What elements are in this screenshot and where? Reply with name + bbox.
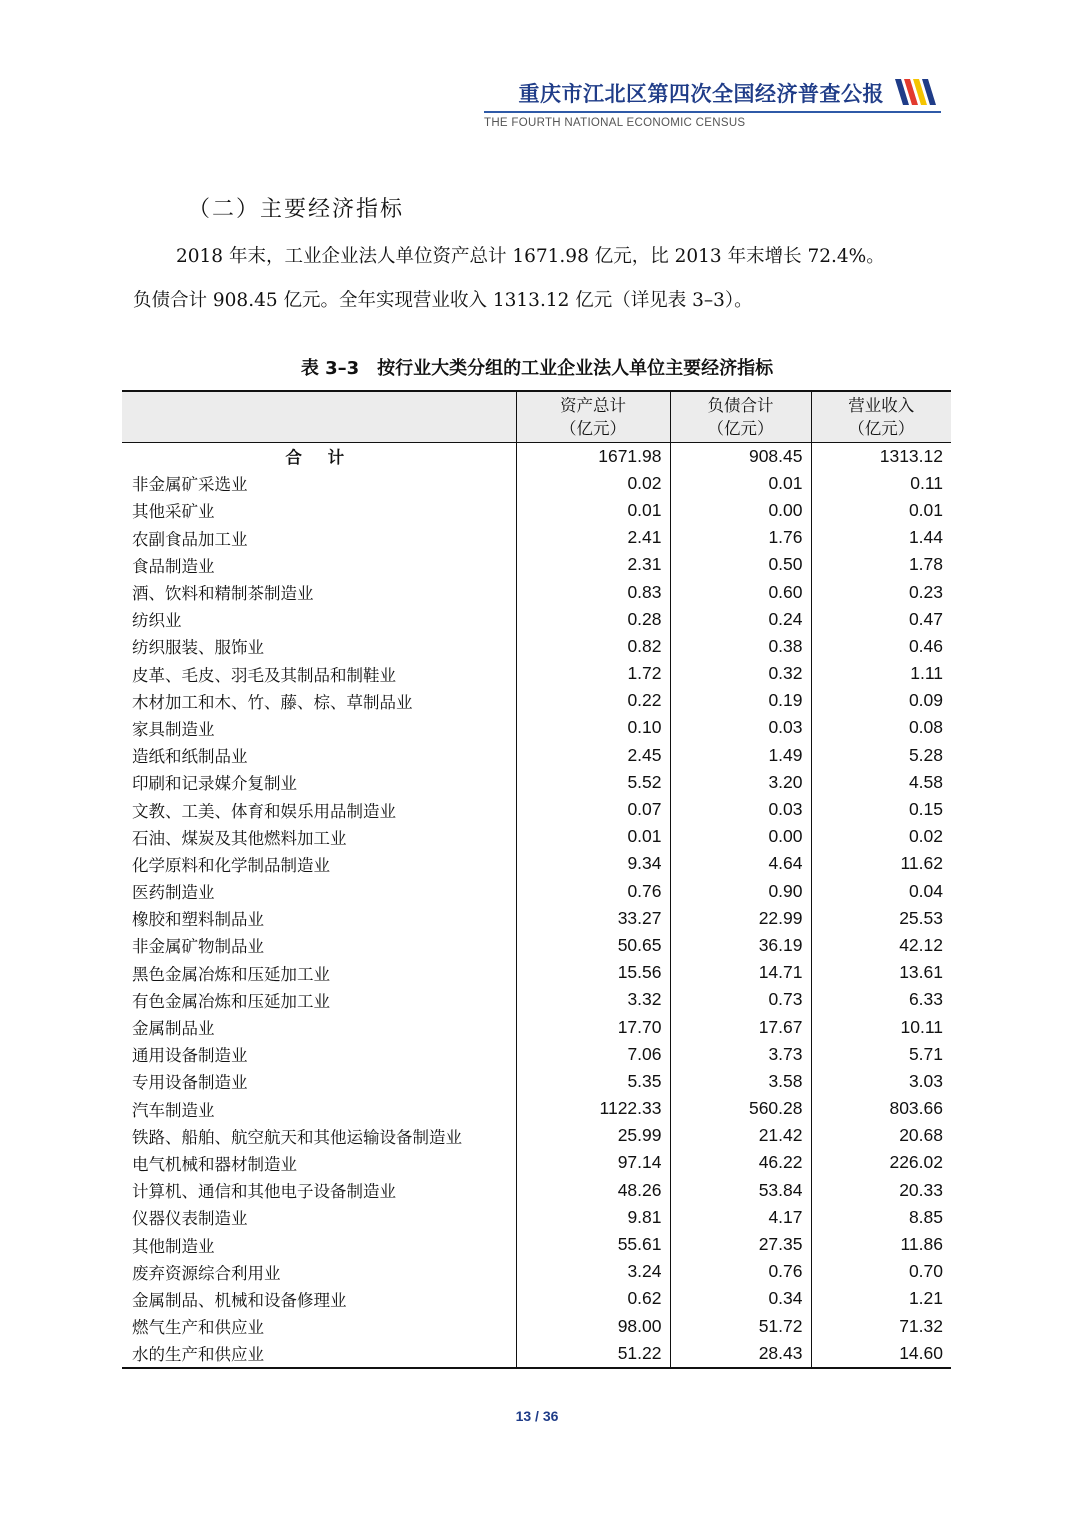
- assets-cell: 25.99: [516, 1122, 670, 1149]
- industry-name: 汽车制造业: [132, 1100, 215, 1120]
- liabilities-cell: 28.43: [670, 1340, 811, 1368]
- revenue-cell: 5.28: [811, 742, 951, 769]
- revenue-cell: 11.86: [811, 1231, 951, 1258]
- assets-cell: 97.14: [516, 1149, 670, 1176]
- assets-cell: 0.01: [516, 823, 670, 850]
- table-row: [122, 769, 951, 796]
- revenue-cell: 0.23: [811, 578, 951, 605]
- table-row: [122, 850, 951, 877]
- assets-cell: 48.26: [516, 1177, 670, 1204]
- liabilities-cell: 0.03: [670, 714, 811, 741]
- assets-cell: 0.28: [516, 606, 670, 633]
- liabilities-cell: 0.90: [670, 878, 811, 905]
- liabilities-cell: 0.00: [670, 497, 811, 524]
- revenue-cell: 0.01: [811, 497, 951, 524]
- table-row: [122, 524, 951, 551]
- table-row: [122, 551, 951, 578]
- total-assets: 1671.98: [516, 442, 670, 470]
- revenue-cell: 0.70: [811, 1258, 951, 1285]
- industry-name: 橡胶和塑料制品业: [132, 910, 264, 930]
- industry-name: 金属制品、机械和设备修理业: [132, 1290, 347, 1310]
- liabilities-cell: 0.38: [670, 633, 811, 660]
- industry-name: 农副食品加工业: [132, 529, 248, 549]
- header-revenue-title: 营业收入: [848, 395, 915, 415]
- revenue-cell: 1.44: [811, 524, 951, 551]
- liabilities-cell: 0.76: [670, 1258, 811, 1285]
- revenue-cell: 0.11: [811, 470, 951, 497]
- liabilities-cell: 46.22: [670, 1149, 811, 1176]
- page-number: 13 / 36: [515, 1408, 559, 1424]
- header-liabilities-unit: （亿元）: [707, 418, 774, 438]
- total-liabilities: 908.45: [670, 442, 811, 470]
- assets-cell: 3.32: [516, 986, 670, 1013]
- industry-name: 文教、工美、体育和娱乐用品制造业: [132, 801, 396, 821]
- revenue-cell: 3.03: [811, 1068, 951, 1095]
- section-heading: （二）主要经济指标: [188, 197, 405, 222]
- revenue-cell: 1.21: [811, 1285, 951, 1312]
- revenue-cell: 5.71: [811, 1041, 951, 1068]
- header-subtitle: THE FOURTH NATIONAL ECONOMIC CENSUS: [484, 117, 746, 129]
- liabilities-cell: 3.73: [670, 1041, 811, 1068]
- industry-name: 金属制品业: [132, 1019, 215, 1039]
- assets-cell: 0.76: [516, 878, 670, 905]
- industry-name: 燃气生产和供应业: [132, 1318, 264, 1338]
- header-rule: [484, 111, 941, 113]
- industry-name: 酒、饮料和精制茶制造业: [132, 584, 314, 604]
- liabilities-cell: 0.73: [670, 986, 811, 1013]
- table-row: [122, 1231, 951, 1258]
- revenue-cell: 42.12: [811, 932, 951, 959]
- table-row: [122, 905, 951, 932]
- liabilities-cell: 36.19: [670, 932, 811, 959]
- header-industry: [122, 391, 516, 442]
- table-row: [122, 1258, 951, 1285]
- assets-cell: 98.00: [516, 1313, 670, 1340]
- table-row: [122, 878, 951, 905]
- liabilities-cell: 3.58: [670, 1068, 811, 1095]
- revenue-cell: 0.47: [811, 606, 951, 633]
- table-row: [122, 578, 951, 605]
- revenue-cell: 1.11: [811, 660, 951, 687]
- liabilities-cell: 0.00: [670, 823, 811, 850]
- assets-cell: 1122.33: [516, 1095, 670, 1122]
- table-caption: 表 3–3 按行业大类分组的工业企业法人单位主要经济指标: [300, 358, 774, 379]
- table-row: [122, 959, 951, 986]
- revenue-cell: 0.08: [811, 714, 951, 741]
- assets-cell: 51.22: [516, 1340, 670, 1368]
- industry-name: 造纸和纸制品业: [132, 747, 248, 767]
- industry-name: 化学原料和化学制品制造业: [132, 855, 330, 875]
- assets-cell: 17.70: [516, 1013, 670, 1040]
- assets-cell: 55.61: [516, 1231, 670, 1258]
- liabilities-cell: 1.76: [670, 524, 811, 551]
- header-revenue-unit: （亿元）: [848, 418, 915, 438]
- industry-name: 其他制造业: [132, 1236, 215, 1256]
- assets-cell: 2.31: [516, 551, 670, 578]
- total-label: 合 计: [285, 448, 355, 468]
- liabilities-cell: 4.64: [670, 850, 811, 877]
- liabilities-cell: 22.99: [670, 905, 811, 932]
- revenue-cell: 0.46: [811, 633, 951, 660]
- industry-name: 电气机械和器材制造业: [132, 1154, 297, 1174]
- table-row: [122, 742, 951, 769]
- revenue-cell: 803.66: [811, 1095, 951, 1122]
- table-row: [122, 932, 951, 959]
- assets-cell: 0.22: [516, 687, 670, 714]
- liabilities-cell: 3.20: [670, 769, 811, 796]
- table-row: [122, 1122, 951, 1149]
- table-row: [122, 497, 951, 524]
- liabilities-cell: 0.50: [670, 551, 811, 578]
- assets-cell: 33.27: [516, 905, 670, 932]
- revenue-cell: 4.58: [811, 769, 951, 796]
- revenue-cell: 0.09: [811, 687, 951, 714]
- liabilities-cell: 51.72: [670, 1313, 811, 1340]
- liabilities-cell: 21.42: [670, 1122, 811, 1149]
- industry-name: 家具制造业: [132, 719, 215, 739]
- indicators-table: [122, 390, 951, 1369]
- industry-name: 木材加工和木、竹、藤、棕、草制品业: [132, 692, 413, 712]
- header-liabilities-title: 负债合计: [707, 395, 774, 415]
- industry-name: 其他采矿业: [132, 502, 215, 522]
- table-row: [122, 687, 951, 714]
- assets-cell: 2.41: [516, 524, 670, 551]
- liabilities-cell: 1.49: [670, 742, 811, 769]
- total-revenue: 1313.12: [811, 442, 951, 470]
- liabilities-cell: 0.32: [670, 660, 811, 687]
- liabilities-cell: 4.17: [670, 1204, 811, 1231]
- assets-cell: 0.07: [516, 796, 670, 823]
- table-row: [122, 796, 951, 823]
- revenue-cell: 0.15: [811, 796, 951, 823]
- industry-name: 纺织业: [132, 611, 182, 631]
- header-revenue: [811, 391, 951, 442]
- table-row: [122, 986, 951, 1013]
- liabilities-cell: 27.35: [670, 1231, 811, 1258]
- table-row: [122, 606, 951, 633]
- table-row: [122, 1285, 951, 1312]
- industry-name: 皮革、毛皮、羽毛及其制品和制鞋业: [132, 665, 396, 685]
- assets-cell: 50.65: [516, 932, 670, 959]
- header-assets: [516, 391, 670, 442]
- liabilities-cell: 0.01: [670, 470, 811, 497]
- liabilities-cell: 17.67: [670, 1013, 811, 1040]
- revenue-cell: 20.68: [811, 1122, 951, 1149]
- revenue-cell: 14.60: [811, 1340, 951, 1368]
- census-logo-icon: [893, 79, 941, 105]
- total-row: [122, 442, 951, 470]
- table-row: [122, 660, 951, 687]
- industry-name: 黑色金属冶炼和压延加工业: [132, 964, 330, 984]
- industry-name: 有色金属冶炼和压延加工业: [132, 991, 330, 1011]
- assets-cell: 9.34: [516, 850, 670, 877]
- paragraph-2: 负债合计 908.45 亿元。全年实现营业收入 1313.12 亿元（详见表 3–3）。: [133, 290, 753, 311]
- revenue-cell: 10.11: [811, 1013, 951, 1040]
- table-row: [122, 1013, 951, 1040]
- revenue-cell: 25.53: [811, 905, 951, 932]
- industry-name: 废弃资源综合利用业: [132, 1263, 281, 1283]
- table-row: [122, 823, 951, 850]
- revenue-cell: 11.62: [811, 850, 951, 877]
- table-row: [122, 714, 951, 741]
- liabilities-cell: 0.34: [670, 1285, 811, 1312]
- assets-cell: 1.72: [516, 660, 670, 687]
- liabilities-cell: 560.28: [670, 1095, 811, 1122]
- industry-name: 石油、煤炭及其他燃料加工业: [132, 828, 347, 848]
- assets-cell: 15.56: [516, 959, 670, 986]
- table-row: [122, 1068, 951, 1095]
- industry-name: 通用设备制造业: [132, 1046, 248, 1066]
- liabilities-cell: 0.60: [670, 578, 811, 605]
- header-title: 重庆市江北区第四次全国经济普查公报: [518, 81, 884, 106]
- liabilities-cell: 14.71: [670, 959, 811, 986]
- paragraph-1: 2018 年末，工业企业法人单位资产总计 1671.98 亿元，比 2013 年末增长 72.4%。: [176, 246, 885, 267]
- table-header-row: [122, 391, 951, 442]
- revenue-cell: 226.02: [811, 1149, 951, 1176]
- assets-cell: 0.62: [516, 1285, 670, 1312]
- header-liabilities: [670, 391, 811, 442]
- industry-name: 计算机、通信和其他电子设备制造业: [132, 1182, 396, 1202]
- table-row: [122, 1041, 951, 1068]
- liabilities-cell: 53.84: [670, 1177, 811, 1204]
- table-row: [122, 1177, 951, 1204]
- revenue-cell: 0.02: [811, 823, 951, 850]
- assets-cell: 7.06: [516, 1041, 670, 1068]
- industry-name: 医药制造业: [132, 883, 215, 903]
- industry-name: 食品制造业: [132, 556, 215, 576]
- revenue-cell: 0.04: [811, 878, 951, 905]
- assets-cell: 0.82: [516, 633, 670, 660]
- assets-cell: 2.45: [516, 742, 670, 769]
- industry-name: 铁路、船舶、航空航天和其他运输设备制造业: [132, 1127, 462, 1147]
- assets-cell: 0.83: [516, 578, 670, 605]
- industry-name: 印刷和记录媒介复制业: [132, 774, 297, 794]
- revenue-cell: 13.61: [811, 959, 951, 986]
- revenue-cell: 71.32: [811, 1313, 951, 1340]
- assets-cell: 0.02: [516, 470, 670, 497]
- revenue-cell: 6.33: [811, 986, 951, 1013]
- liabilities-cell: 0.24: [670, 606, 811, 633]
- table-row: [122, 1313, 951, 1340]
- assets-cell: 0.10: [516, 714, 670, 741]
- liabilities-cell: 0.03: [670, 796, 811, 823]
- industry-name: 仪器仪表制造业: [132, 1209, 248, 1229]
- liabilities-cell: 0.19: [670, 687, 811, 714]
- assets-cell: 5.52: [516, 769, 670, 796]
- assets-cell: 5.35: [516, 1068, 670, 1095]
- assets-cell: 0.01: [516, 497, 670, 524]
- revenue-cell: 8.85: [811, 1204, 951, 1231]
- table-row: [122, 1340, 951, 1368]
- table-row: [122, 1095, 951, 1122]
- industry-name: 专用设备制造业: [132, 1073, 248, 1093]
- table-row: [122, 1204, 951, 1231]
- industry-name: 非金属矿采选业: [132, 475, 248, 495]
- header-assets-title: 资产总计: [560, 395, 626, 415]
- industry-name: 纺织服装、服饰业: [132, 638, 264, 658]
- revenue-cell: 20.33: [811, 1177, 951, 1204]
- table-row: [122, 1149, 951, 1176]
- assets-cell: 9.81: [516, 1204, 670, 1231]
- industry-name: 非金属矿物制品业: [132, 937, 264, 957]
- revenue-cell: 1.78: [811, 551, 951, 578]
- header-assets-unit: （亿元）: [560, 418, 626, 438]
- assets-cell: 3.24: [516, 1258, 670, 1285]
- table-row: [122, 633, 951, 660]
- table-row: [122, 470, 951, 497]
- industry-name: 水的生产和供应业: [122, 1340, 516, 1368]
